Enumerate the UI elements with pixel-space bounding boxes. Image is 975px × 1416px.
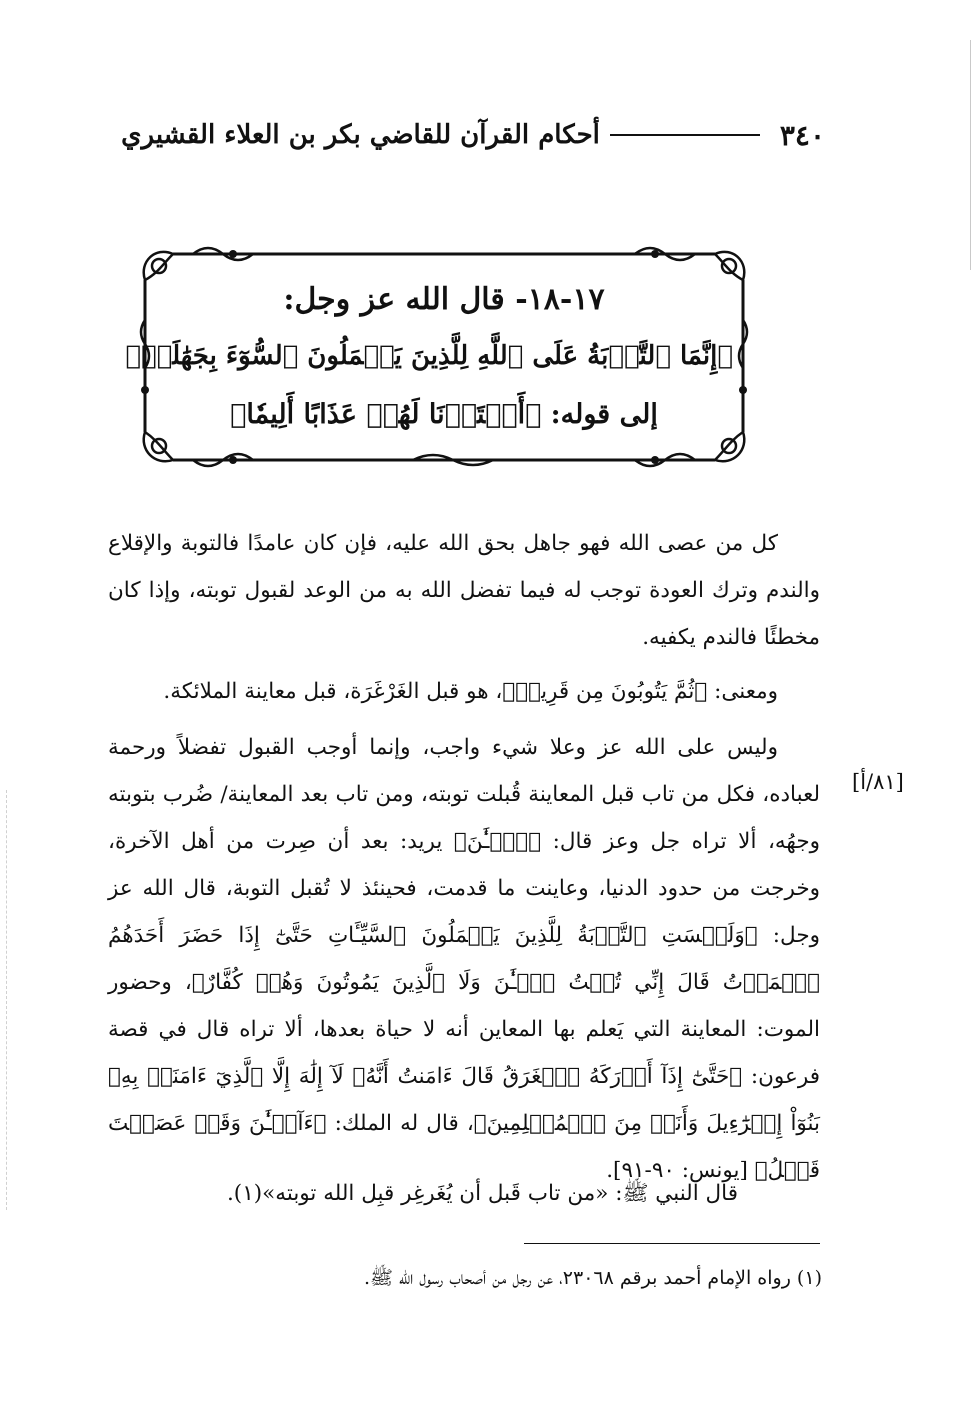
- paragraph-3: [108, 724, 820, 1194]
- paragraph-2: ومعنى: ﴿ثُمَّ يَتُوبُونَ مِن قَرِيبٖ﴾، هو قبل الغَرْغَرَة، قبل معاينة الملائكة.: [163, 679, 778, 704]
- verse-reference: [يونس: ٩٠-٩١].: [606, 1158, 755, 1183]
- paragraph-4: [108, 1170, 820, 1217]
- header-rule: [610, 134, 760, 136]
- footnote-rule: [524, 1243, 820, 1244]
- scan-edge-line: [970, 40, 971, 270]
- paragraph-3-text: وليس على الله عز وعلا شيء واجب، وإنما أوجب القبول تفضلاً ورحمة لعباده، فكل من تاب قبل المعاينة قُبلت توبته، ومن تاب بعد المعاينة/ ضُرب بتوبته وجهُه، ألا تراه جل وعز قال: ﴿ٱلۡـَٰٔنَ﴾ يريد: بعد أن صِرت من أهل الآخرة، وخرجت من حدود الدنيا، وعاينت ما قدمت، فحينئذ لا تُقبل التوبة، قال الله عز وجل: ﴿وَلَيۡسَتِ ٱلتَّوۡبَةُ لِلَّذِينَ يَعۡمَلُونَ ٱلسَّيِّـَٔاتِ حَتَّىٰٓ إِذَا حَضَرَ أَحَدَهُمُ ٱلۡمَوۡتُ قَالَ إِنِّي تُبۡتُ ٱلۡـَٰٔنَ وَلَا ٱلَّذِينَ يَمُوتُونَ وَهُمۡ كُفَّارٌ﴾، وحضور الموت: المعاينة التي يَعلم بها المعاين أنه لا حياة بعدها، ألا تراه قال في قصة فرعون: ﴿حَتَّىٰٓ إِذَآ أَدۡرَكَهُ ٱلۡغَرَقُ قَالَ ءَامَنتُ أَنَّهُۥ لَآ إِلَٰهَ إِلَّا ٱلَّذِيٓ ءَامَنَتۡ بِهِۦ بَنُوٓاْ إِسۡرَٰٓءِيلَ وَأَنَا۠ مِنَ ٱلۡمُسۡلِمِينَ﴾، قال له الملك: ﴿ءَآلۡـَٰٔنَ وَقَدۡ عَصَيۡتَ قَبۡلُ﴾: [108, 735, 820, 1183]
- running-title: أحكام القرآن للقاضي بكر بن العلاء القشيري: [121, 120, 600, 150]
- footnote-marker: (١).: [226, 1181, 263, 1206]
- section-heading-text: [125, 274, 733, 444]
- running-header: [105, 112, 825, 158]
- hadith-text: قال النبي ﷺ: «من تاب قَبل أن يُغَرغِر قبِل الله توبته»: [262, 1181, 738, 1206]
- paragraph-1: كل من عصى الله فهو جاهل بحق الله عليه، فإن كان عامدًا فالتوبة والإقلاع والندم وترك العودة توجب له فيما تفضل الله به من الوعد لقبول توبته، وإذا كان مخطئًا فالندم يكفيه.: [108, 531, 820, 650]
- footnote: (١) رواه الإمام أحمد برقم ٢٣٠٦٨، عن رجل من أصحاب رسول الله ﷺ.: [364, 1267, 822, 1289]
- section-heading: ١٧-١٨- قال الله عز وجل:: [283, 282, 605, 317]
- quran-verse-line-2: إلى قوله: ﴿أَعۡتَدۡنَا لَهُمۡ عَذَابًا أَلِيمٗا﴾: [230, 399, 658, 430]
- page-number: ٣٤٠: [779, 118, 825, 152]
- manuscript-folio-note: [٨١/أ]: [852, 770, 904, 794]
- scan-edge-dots: [6, 790, 7, 1210]
- quran-verse-line-1: ﴿إِنَّمَا ٱلتَّوۡبَةُ عَلَى ٱللَّهِ لِلَّذِينَ يَعۡمَلُونَ ٱلسُّوٓءَ بِجَهَٰلَةٖ﴾: [125, 341, 733, 371]
- section-heading-frame: [125, 240, 755, 472]
